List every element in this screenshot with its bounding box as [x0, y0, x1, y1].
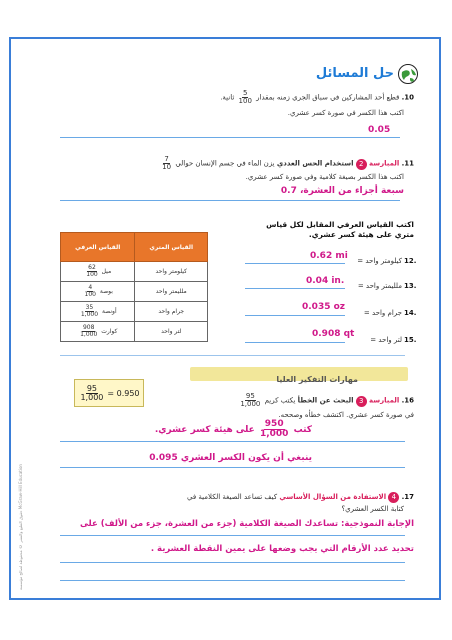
fraction: $\frac{7}{10}$ [162, 155, 172, 171]
answer-line [60, 580, 405, 581]
answer-line [245, 263, 345, 264]
question-12-label: كيلومتر واحد = [357, 257, 402, 265]
table-row: $\frac{908}{1,000}$ كوارت لتر واحد [61, 322, 208, 342]
answer-line [60, 441, 405, 442]
answer-16-1: كتب $\frac{950}{1,000}$ على هيئة كسر عشري. [154, 419, 312, 439]
answer-16-2: ينبغي أن يكون الكسر العشري 0.095 [149, 453, 312, 463]
question-13-label: ملليمتر واحد = [357, 282, 402, 290]
answer-14: 0.035 oz [302, 302, 346, 312]
question-17-line2: كتابة الكسر العشري؟ [341, 505, 404, 513]
answer-15: 0.908 qt [312, 329, 355, 339]
question-14-number: 14. [404, 309, 417, 317]
question-11-line2: اكتب هذا الكسر بصيغة كلامية وفي صورة كسر عشري. [245, 173, 404, 181]
question-12-number: 12. [404, 257, 417, 265]
question-17: 17. 4 الاستفادة من السؤال الأساسي كيف تساعد الصيغة الكلامية في [187, 493, 414, 501]
answer-line [60, 200, 400, 201]
answer-line [60, 467, 405, 468]
answer-line [245, 342, 345, 343]
answer-13: 0.04 in. [306, 276, 345, 286]
answer-10: 0.05 [368, 125, 391, 135]
units-table [60, 232, 208, 342]
question-16-line2: في صورة كسر عشري. اكتشف خطأه وصححه. [278, 411, 414, 419]
table-prompt: اكتب القياس العرفي المقابل لكل قياس متري على هيئة كسر عشري. [266, 220, 414, 239]
table-row: $\frac{4}{100}$ بوصة ملليمتر واحد [61, 282, 208, 302]
practice-badge: 2 [356, 159, 367, 170]
answer-12: 0.62 mi [310, 251, 348, 261]
hots-banner: مهارات التفكير العليا [190, 367, 408, 381]
answer-11: سبعة أجزاء من العشرة، 0.7 [280, 186, 404, 196]
question-10-line2: اكتب هذا الكسر في صورة كسر عشري. [287, 109, 404, 117]
table-row: $\frac{35}{1,000}$ أونصة جرام واحد [61, 302, 208, 322]
copyright-note: حقوق الطبع والنشر © محفوظة لصالح مؤسسة McGraw-Hill Education [18, 464, 23, 590]
question-11: 11. المبارسة 2 استخدام الحس العددي يزن الماء في جسم الإنسان حوالي $\frac{7}{10}$ [162, 155, 414, 171]
answer-line [60, 535, 405, 536]
answer-line [60, 562, 405, 563]
question-13-number: 13. [404, 282, 417, 290]
globe-icon [398, 64, 418, 84]
header-customary: القياس العرفي [61, 233, 135, 262]
fraction: $\frac{95}{1,000}$ [240, 392, 261, 408]
practice-badge: 3 [356, 396, 367, 407]
answer-line [245, 288, 345, 289]
question-15-label: لتر واحد = [370, 336, 402, 344]
section-title: حل المسائل [315, 66, 394, 81]
fraction: $\frac{5}{100}$ [238, 89, 252, 105]
question-16: 16. المبارسة 3 البحث عن الخطأ يكتب كريم $\frac{95}{1,000}$ [240, 392, 414, 408]
table-row: $\frac{62}{100}$ ميل كيلومتر واحد [61, 262, 208, 282]
answer-17-1: الإجابة النموذجية: تساعدك الصيغة الكلامية (جزء من العشرة، جزء من الألف) على [79, 519, 414, 529]
answer-17-2: تحديد عدد الأرقام التي يجب وضعها على يمين النقطة العشرية . [150, 544, 414, 554]
question-number: 10. [401, 93, 414, 102]
header-metric: القياس المتري [135, 233, 208, 262]
question-15-number: 15. [404, 336, 417, 344]
question-14-label: جرام واحد = [363, 309, 402, 317]
practice-badge: 4 [388, 492, 399, 503]
answer-line [245, 315, 345, 316]
karim-work-box: $\frac{95}{1,000}$ = 0.950 [74, 379, 144, 407]
answer-line [60, 137, 400, 138]
section-divider [60, 355, 405, 356]
question-10: 10. قطع أحد المشاركين في سباق الجري زمنه بمقدار $\frac{5}{100}$ ثانية. [220, 89, 414, 105]
